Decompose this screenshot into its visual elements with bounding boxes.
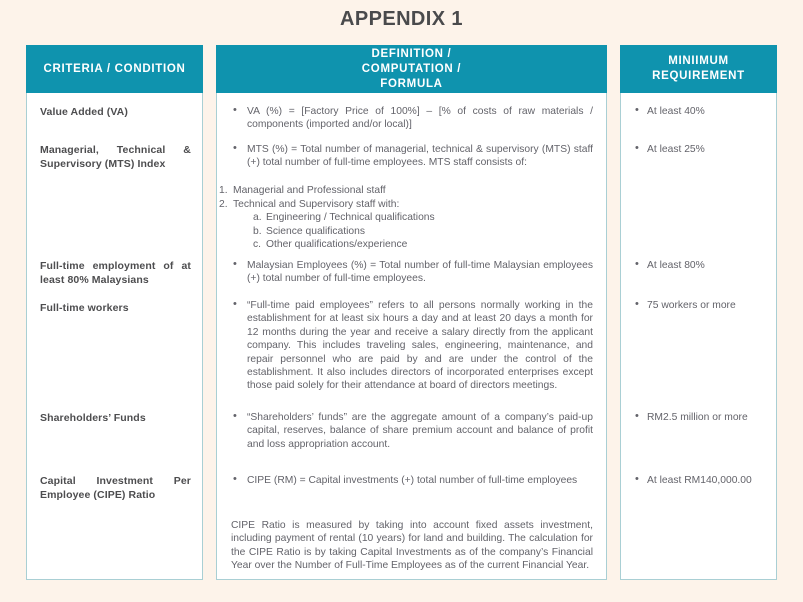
list-text: Other qualifications/experience	[266, 239, 408, 251]
definition-mts-intro: • MTS (%) = Total number of managerial, technical & supervisory (MTS) staff (+) total number of full-time employees. MTS staff consists of:	[231, 143, 593, 170]
list-item	[219, 198, 593, 212]
criteria-label-shareholders-funds: Shareholders’ Funds	[40, 412, 146, 424]
list-item	[253, 238, 593, 252]
column-criteria	[26, 45, 203, 580]
definition-malaysian-employees: • Malaysian Employees (%) = Total number of full-time Malaysian employees (+) total number of full-time employees.	[231, 259, 593, 286]
criteria-label-malaysian-employment: Full-time employment of at least 80% Malaysians	[40, 260, 191, 286]
column-header-definition	[216, 45, 607, 93]
column-header-definition-line-2: COMPUTATION /	[361, 62, 462, 75]
mts-ordered-list	[219, 184, 593, 211]
list-text: Science qualifications	[266, 225, 366, 237]
requirement-cipe-ratio: • At least RM140,000.00	[633, 474, 768, 487]
requirement-shareholders-funds: • RM2.5 million or more	[633, 411, 768, 424]
criteria-table	[26, 45, 777, 580]
requirement-malaysian-employment: • At least 80%	[633, 259, 768, 272]
definition-cipe-note: CIPE Ratio is measured by taking into account fixed assets investment, including payment of rental (10 years) for land and building. The calculation for the CIPE Ratio is by taking Capital Investments as of the company’s Financial Year over the Number of Full-Time Employees as of the current Financial Year.	[231, 520, 593, 572]
list-item	[253, 225, 593, 239]
list-marker: 2.	[219, 198, 228, 210]
list-marker: c.	[253, 239, 262, 251]
list-marker: a.	[253, 212, 262, 224]
criteria-label-mts-index: Managerial, Technical & Supervisory (MTS) Index	[40, 144, 191, 170]
criteria-label-full-time-workers: Full-time workers	[40, 302, 129, 314]
list-item	[219, 184, 593, 198]
requirement-full-time-workers: • 75 workers or more	[633, 299, 768, 312]
page-title: APPENDIX 1	[340, 8, 463, 30]
list-item	[253, 211, 593, 225]
column-header-requirement	[620, 45, 777, 93]
list-text: Engineering / Technical qualifications	[266, 212, 435, 224]
definition-value-added: • VA (%) = [Factory Price of 100%] – [% of costs of raw materials / components (imported and/or local)]	[231, 105, 593, 132]
column-header-definition-line-1: DEFINITION /	[371, 47, 452, 60]
column-body-criteria	[26, 93, 203, 580]
list-marker: 1.	[219, 185, 228, 196]
column-header-criteria	[26, 45, 203, 93]
criteria-label-cipe-ratio: Capital Investment Per Employee (CIPE) Ratio	[40, 475, 191, 501]
definition-full-time-paid-employees: • “Full-time paid employees” refers to all persons normally working in the establishment for at least six hours a day and at least 20 days a month for 12 months during the year and receive a salary directly from the applicant company. This includes traveling sales, engineering, maintenance, and repair personnel who are paid by and are under the control of the establishment. It also includes directors of incorporated enterprises except those paid solely for their attendance at board of directors meetings.	[231, 299, 593, 393]
definition-shareholders-funds: • “Shareholders’ funds” are the aggregate amount of a company’s paid-up capital, reserves, balance of share premium account and balance of profit and loss appropriation account.	[231, 411, 593, 451]
definition-cipe-formula: • CIPE (RM) = Capital investments (+) total number of full-time employees	[231, 474, 593, 487]
requirement-mts-index: • At least 25%	[633, 143, 768, 156]
list-text: Managerial and Professional staff	[233, 185, 386, 196]
list-marker: b.	[253, 225, 262, 237]
column-header-definition-line-3: FORMULA	[380, 77, 443, 90]
column-definition	[216, 45, 607, 580]
column-header-criteria-line-1: CRITERIA / CONDITION	[43, 62, 186, 75]
column-body-requirement	[620, 93, 777, 580]
list-text: Technical and Supervisory staff with:	[233, 198, 400, 210]
mts-sub-list	[253, 211, 593, 252]
requirement-value-added: • At least 40%	[633, 105, 768, 118]
column-requirement	[620, 45, 777, 580]
criteria-label-value-added: Value Added (VA)	[40, 106, 128, 118]
column-header-requirement-line-1: MINIIMUM	[668, 55, 729, 67]
definition-mts-list	[219, 184, 593, 252]
column-header-requirement-line-2: REQUIREMENT	[652, 70, 745, 82]
column-body-definition	[216, 93, 607, 580]
